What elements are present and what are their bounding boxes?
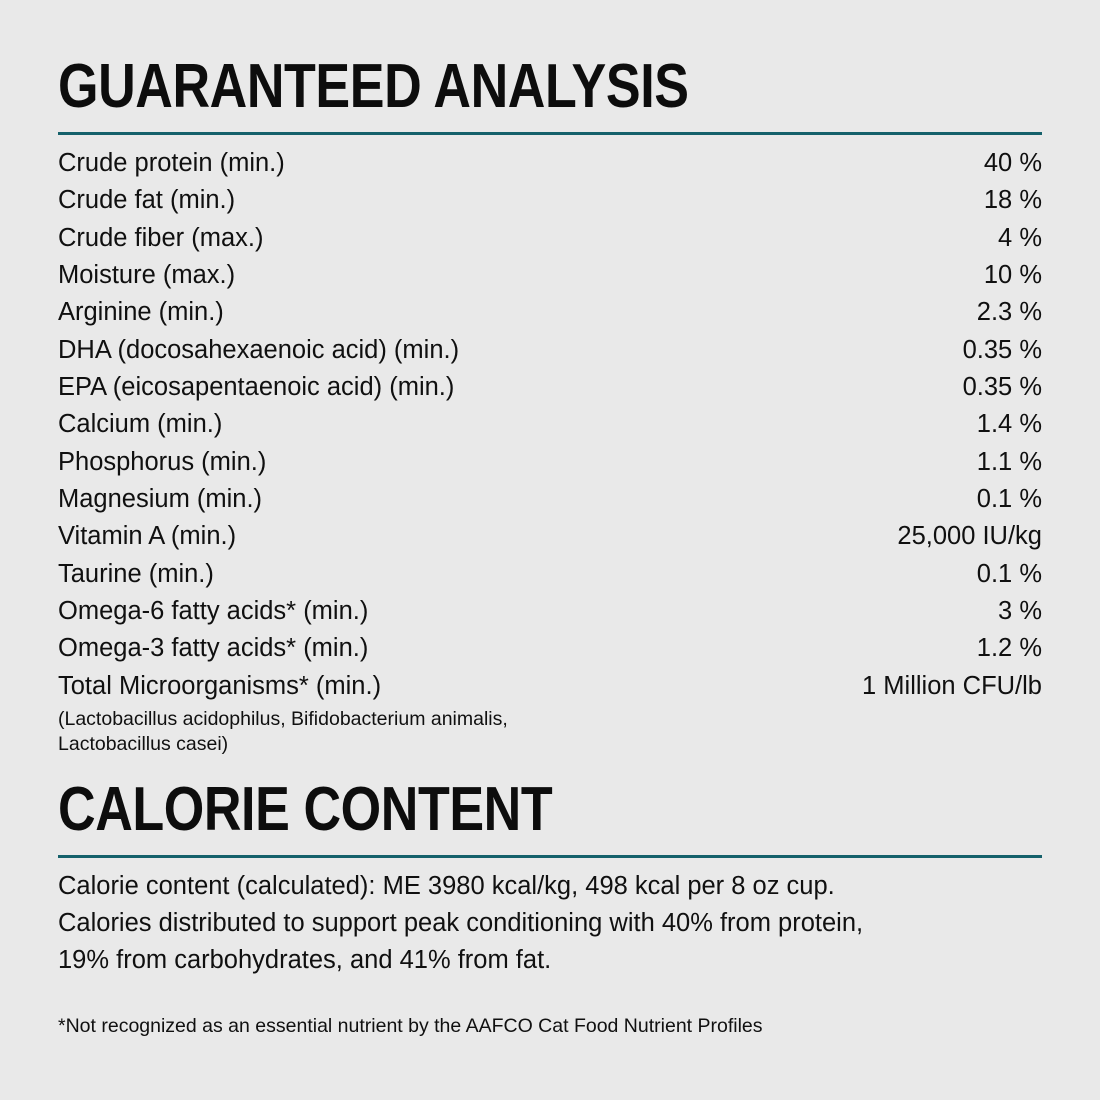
- calorie-content-body: [58, 868, 1018, 978]
- analysis-row-value: 10 %: [983, 261, 1042, 290]
- calorie-content-line-1: Calorie content (calculated): ME 3980 kcal/kg, 498 kcal per 8 oz cup.: [58, 872, 835, 901]
- analysis-row-value: 0.1 %: [976, 485, 1042, 514]
- analysis-row-value: 18 %: [983, 186, 1042, 215]
- analysis-row-label: Omega-3 fatty acids* (min.): [58, 634, 369, 663]
- calorie-content-divider: [58, 855, 1042, 858]
- analysis-row: [58, 406, 1042, 443]
- analysis-row: [58, 668, 1042, 705]
- analysis-row-value: 1.2 %: [976, 634, 1042, 663]
- analysis-row-label: DHA (docosahexaenoic acid) (min.): [58, 335, 460, 364]
- analysis-row-label: Vitamin A (min.): [58, 522, 237, 551]
- analysis-row: [58, 630, 1042, 667]
- analysis-row-value: 1 Million CFU/lb: [862, 671, 1042, 700]
- analysis-row-label: Total Microorganisms* (min.): [58, 671, 382, 700]
- analysis-row-label: Phosphorus (min.): [58, 447, 267, 476]
- analysis-row-label: Crude protein (min.): [58, 149, 285, 177]
- analysis-row: [58, 332, 1042, 369]
- analysis-row-label: Omega-6 fatty acids* (min.): [58, 597, 369, 626]
- analysis-row-label: Calcium (min.): [58, 410, 223, 439]
- analysis-row-value: 1.1 %: [976, 447, 1042, 476]
- analysis-row-value: 3 %: [998, 597, 1042, 626]
- analysis-row-label: Crude fiber (max.): [58, 223, 264, 252]
- analysis-row-label: Crude fat (min.): [58, 186, 236, 215]
- analysis-row: [58, 518, 1042, 555]
- analysis-row: [58, 220, 1042, 257]
- analysis-row-value: 0.35 %: [962, 373, 1042, 402]
- microorganisms-subnote-line-1: (Lactobacillus acidophilus, Bifidobacterium animalis,: [58, 708, 508, 731]
- microorganisms-subnote-line-2: Lactobacillus casei): [58, 733, 229, 756]
- analysis-row-value: 2.3 %: [976, 298, 1042, 327]
- aafco-footnote: *Not recognized as an essential nutrient by the AAFCO Cat Food Nutrient Profiles: [58, 1015, 763, 1038]
- guaranteed-analysis-heading: GUARANTEED ANALYSIS: [58, 52, 689, 121]
- analysis-row-label: Moisture (max.): [58, 261, 236, 290]
- analysis-row-label: EPA (eicosapentaenoic acid) (min.): [58, 373, 455, 402]
- analysis-row: [58, 182, 1042, 219]
- analysis-row-value: 1.4 %: [976, 410, 1042, 439]
- analysis-row: [58, 593, 1042, 630]
- analysis-row: [58, 556, 1042, 593]
- analysis-row: [58, 369, 1042, 406]
- analysis-row-label: Arginine (min.): [58, 298, 224, 327]
- analysis-row-value: 0.1 %: [976, 559, 1042, 588]
- analysis-row-value: 0.35 %: [962, 335, 1042, 364]
- analysis-row: [58, 145, 1042, 182]
- microorganisms-subnote: [58, 707, 758, 757]
- analysis-row-label: Taurine (min.): [58, 559, 214, 588]
- calorie-content-line-3: 19% from carbohydrates, and 41% from fat.: [58, 945, 552, 974]
- analysis-row-label: Magnesium (min.): [58, 485, 263, 514]
- calorie-content-title-wrap: [58, 775, 1042, 845]
- analysis-row-value: 40 %: [983, 149, 1042, 177]
- calorie-content-line-2: Calories distributed to support peak conditioning with 40% from protein,: [58, 908, 864, 937]
- analysis-row-value: 25,000 IU/kg: [897, 522, 1042, 551]
- guaranteed-analysis-divider: [58, 132, 1042, 135]
- analysis-row-value: 4 %: [998, 223, 1042, 252]
- analysis-row: [58, 444, 1042, 481]
- analysis-row: [58, 481, 1042, 518]
- calorie-content-heading: CALORIE CONTENT: [58, 775, 553, 845]
- analysis-row: [58, 257, 1042, 294]
- guaranteed-analysis-list: [58, 145, 1042, 705]
- guaranteed-analysis-title-wrap: [58, 52, 1042, 121]
- analysis-row: [58, 294, 1042, 331]
